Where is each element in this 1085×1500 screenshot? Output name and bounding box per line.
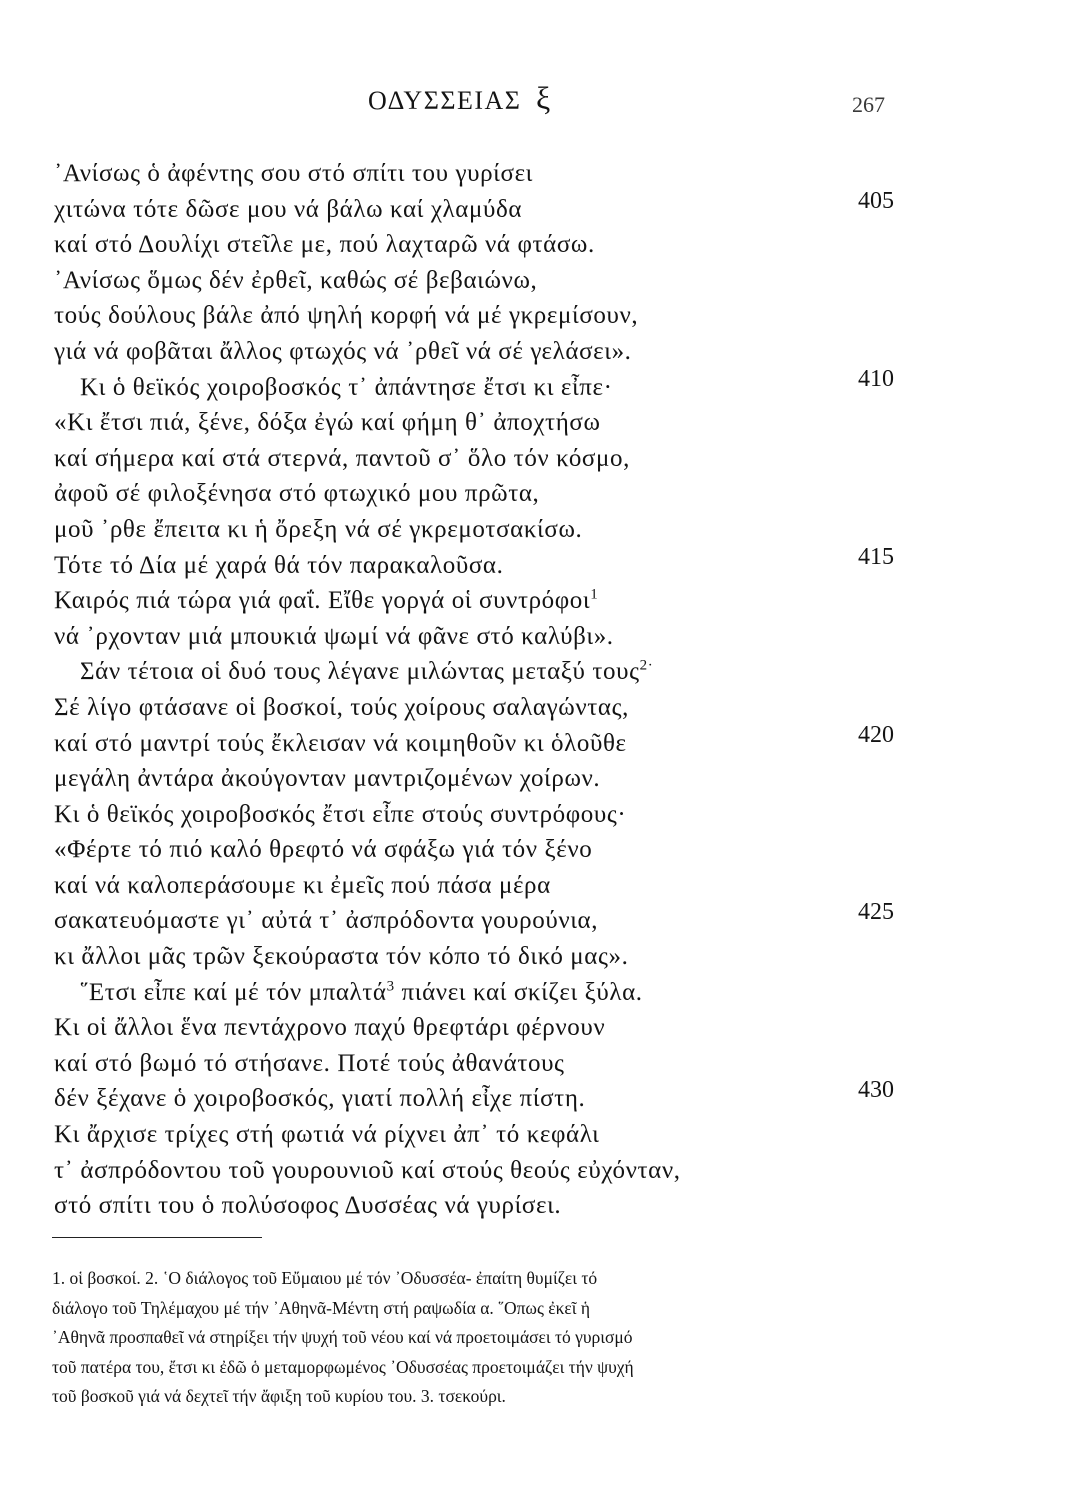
verse-text	[54, 409, 601, 437]
verse-words-continued: πιάνει καί σκίζει ξύλα.	[394, 978, 643, 1006]
verse-text	[54, 196, 522, 224]
verse-line	[0, 160, 1085, 196]
book-letter: ξ	[536, 80, 551, 116]
verse-words: καί στό μαντρί τούς ἔκλεισαν νά κοιμηθοῦν κι ὁλοῦθε	[54, 729, 627, 757]
verse-line	[0, 409, 1085, 445]
line-number: 420	[858, 721, 894, 748]
verse-words: τούς δούλους βάλε ἀπό ψηλή κορφή νά μέ γκρεμίσουν,	[54, 302, 639, 330]
verse-text	[54, 302, 638, 330]
verse-words: τ᾿ ἀσπρόδοντου τοῦ γουρουνιοῦ καί στούς θεούς εὐχόνταν,	[54, 1156, 681, 1184]
verse-text	[80, 658, 653, 686]
verse-words: μοῦ ᾿ρθε ἔπειτα κι ἡ ὄρεξη νά σέ γκρεμοτσακίσω.	[54, 515, 583, 543]
page-header	[0, 80, 1085, 124]
verse-words: «Φέρτε τό πιό καλό θρεφτό νά σφάξω γιά τόν ξένο	[54, 836, 593, 864]
verse-text	[54, 1050, 565, 1078]
verse-line	[0, 623, 1085, 659]
verse-line	[0, 765, 1085, 801]
verse-words: καί στό βωμό τό στήσανε. Ποτέ τούς ἀθανάτους	[54, 1049, 565, 1077]
verse-line	[0, 836, 1085, 872]
verse-line	[0, 658, 1085, 694]
verse-words: δέν ξέχανε ὁ χοιροβοσκός, γιατί πολλή εἶχε πίστη.	[54, 1085, 586, 1113]
verse-line	[0, 267, 1085, 303]
verse-line	[0, 231, 1085, 267]
verse-words: κι ἄλλοι μᾶς τρῶν ξεκούραστα τόν κόπο τό δικό μας».	[54, 943, 629, 971]
verse-words: «Κι ἔτσι πιά, ξένε, δόξα ἐγώ καί φήμη θ᾿ ἀποχτήσω	[54, 409, 601, 437]
verse-text	[54, 480, 539, 508]
poem-text	[0, 160, 1085, 1228]
verse-text	[54, 231, 595, 259]
verse-line	[0, 338, 1085, 374]
line-number: 405	[858, 187, 894, 214]
verse-words: καί σήμερα καί στά στερνά, παντοῦ σ᾿ ὅλο τόν κόσμο,	[54, 444, 630, 472]
verse-line	[0, 516, 1085, 552]
verse-line	[0, 1121, 1085, 1157]
verse-text	[54, 160, 533, 188]
footnote-marker: 3	[386, 978, 395, 995]
verse-text	[54, 552, 503, 580]
verse-text	[54, 1192, 561, 1220]
verse-text	[54, 516, 582, 544]
verse-line	[0, 302, 1085, 338]
verse-text	[54, 730, 627, 758]
verse-words: μεγάλη ἀντάρα ἀκούγονταν μαντριζομένων χοίρων.	[54, 765, 601, 793]
verse-line	[0, 587, 1085, 623]
verse-text	[54, 801, 626, 829]
verse-line	[0, 801, 1085, 837]
verse-text	[54, 1014, 605, 1042]
verse-words: Κι ὁ θεϊκός χοιροβοσκός τ᾿ ἀπάντησε ἔτσι κι εἶπε·	[80, 373, 613, 401]
verse-words: ἀφοῦ σέ φιλοξένησα στό φτωχικό μου πρῶτα,	[54, 480, 540, 508]
verse-text	[54, 943, 628, 971]
verse-line	[0, 1192, 1085, 1228]
verse-line	[0, 1050, 1085, 1086]
verse-line	[0, 694, 1085, 730]
verse-words: καί στό Δουλίχι στεῖλε με, πού λαχταρῶ νά φτάσω.	[54, 231, 595, 259]
verse-text	[54, 907, 598, 935]
verse-words: Κι οἱ ἄλλοι ἕνα πεντάχρονο παχύ θρεφτάρι φέρνουν	[54, 1014, 606, 1042]
verse-text	[54, 1157, 681, 1185]
verse-line	[0, 721, 1085, 766]
verse-text	[54, 267, 537, 295]
verse-line	[0, 187, 1085, 232]
verse-text	[54, 623, 614, 651]
line-number: 425	[858, 899, 894, 926]
line-number: 415	[858, 543, 894, 570]
verse-words: γιά νά φοβᾶται ἄλλος φτωχός νά ᾿ρθεῖ νά σέ γελάσει».	[54, 337, 632, 365]
verse-text	[54, 445, 630, 473]
verse-line	[0, 445, 1085, 481]
verse-line	[0, 365, 1085, 410]
verse-text	[54, 338, 632, 366]
verse-line	[0, 480, 1085, 516]
verse-text	[54, 765, 600, 793]
verse-text	[54, 836, 592, 864]
line-number: 410	[858, 365, 894, 392]
footnote-divider	[52, 1237, 262, 1238]
verse-words: Σέ λίγο φτάσανε οἱ βοσκοί, τούς χοίρους σαλαγώντας,	[54, 693, 629, 721]
verse-words: ῞Ετσι εἶπε καί μέ τόν μπαλτά	[80, 978, 387, 1006]
verse-words: νά ᾿ρχονταν μιά μπουκιά ψωμί νά φᾶνε στό καλύβι».	[54, 622, 614, 650]
verse-words: Τότε τό Δία μέ χαρά θά τόν παρακαλοῦσα.	[54, 551, 504, 579]
verse-line	[0, 1077, 1085, 1121]
verse-text	[54, 1121, 599, 1149]
footnote-line: 1. οἱ βοσκοί. 2. ῾Ο διάλογος τοῦ Εὔμαιου μέ τόν ᾿Οδυσσέα- ἐπαίτη θυμίζει τό	[52, 1268, 598, 1288]
footnote-line: ᾿Αθηνᾶ προσπαθεῖ νά στηρίξει τήν ψυχή τοῦ νέου καί νά προετοιμάσει τό γυρισμό	[52, 1327, 633, 1347]
verse-text	[54, 587, 598, 615]
verse-text	[54, 872, 551, 900]
verse-words: Καιρός πιά τώρα γιά φαΐ. Εἴθε γοργά οἱ συντρόφοι	[54, 587, 591, 615]
verse-words: σακατευόμαστε γι᾿ αὐτά τ᾿ ἀσπρόδοντα γουρούνια,	[54, 907, 599, 935]
footnote-line: διάλογο τοῦ Τηλέμαχου μέ τήν ᾿Αθηνᾶ-Μέντη στή ραψωδία α. ῞Οπως ἐκεῖ ἡ	[52, 1297, 590, 1318]
verse-words: χιτώνα τότε δῶσε μου νά βάλω καί χλαμύδα	[54, 195, 523, 223]
verse-text	[80, 374, 613, 402]
line-number: 430	[858, 1077, 894, 1104]
footnote-line: τοῦ βοσκοῦ γιά νά δεχτεῖ τήν ἄφιξη τοῦ κυρίου του. 3. τσεκούρι.	[52, 1386, 506, 1406]
footnote-marker: 2·	[639, 657, 654, 674]
verse-words: Κι ὁ θεϊκός χοιροβοσκός ἔτσι εἶπε στούς συντρόφους·	[54, 800, 627, 828]
verse-line	[0, 899, 1085, 943]
verse-line	[0, 943, 1085, 979]
verse-words: Κι ἄρχισε τρίχες στή φωτιά νά ρίχνει ἀπ᾿ τό κεφάλι	[54, 1121, 600, 1149]
verse-line	[0, 1014, 1085, 1050]
verse-line	[0, 979, 1085, 1015]
verse-line	[0, 872, 1085, 908]
running-title: ΟΔΥΣΣΕΙΑΣ	[368, 86, 522, 115]
verse-line	[0, 543, 1085, 588]
verse-words: ᾿Ανίσως ὁ ἀφέντης σου στό σπίτι του γυρίσει	[54, 160, 534, 187]
verse-words: ᾿Ανίσως ὅμως δέν ἐρθεῖ, καθώς σέ βεβαιώνω,	[54, 266, 538, 294]
verse-words: Σάν τέτοια οἱ δυό τους λέγανε μιλώντας μεταξύ τους	[80, 658, 640, 686]
verse-line	[0, 1157, 1085, 1193]
page-number: 267	[852, 92, 885, 117]
footnote-line: τοῦ πατέρα του, ἔτσι κι ἐδῶ ὁ μεταμορφωμένος ᾿Οδυσσέας προετοιμάζει τήν ψυχή	[52, 1356, 634, 1377]
footnote-marker: 1	[590, 586, 599, 603]
verse-text	[80, 979, 643, 1007]
verse-words: στό σπίτι του ὁ πολύσοφος Δυσσέας νά γυρίσει.	[54, 1192, 562, 1220]
verse-text	[54, 694, 629, 722]
footnotes	[52, 1264, 912, 1412]
verse-words: καί νά καλοπεράσουμε κι ἐμεῖς πού πάσα μέρα	[54, 871, 551, 899]
verse-text	[54, 1085, 585, 1113]
